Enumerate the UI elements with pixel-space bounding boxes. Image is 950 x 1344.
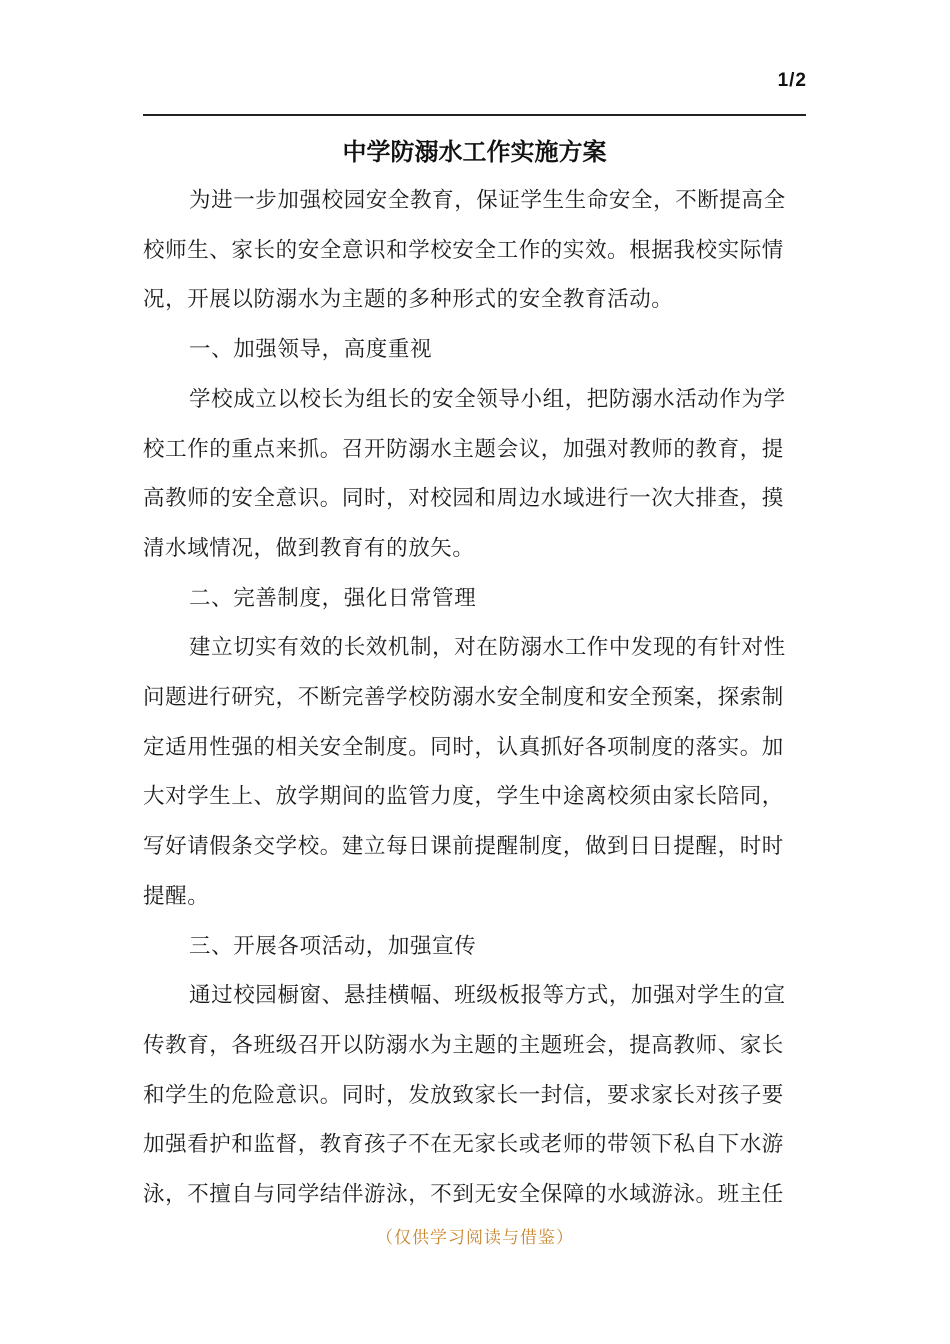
paragraph-line: 提醒。 — [143, 883, 210, 909]
paragraph-line: 校工作的重点来抓。召开防溺水主题会议，加强对教师的教育，提 — [143, 436, 784, 462]
paragraph-line: 问题进行研究，不断完善学校防溺水安全制度和安全预案，探索制 — [143, 685, 784, 711]
intro-paragraph — [143, 176, 806, 325]
paragraph-line: 况，开展以防溺水为主题的多种形式的安全教育活动。 — [143, 287, 674, 313]
paragraph-line: 泳，不擅自与同学结伴游泳，不到无安全保障的水域游泳。班主任 — [143, 1182, 784, 1208]
section-heading-2: 二、完善制度，强化日常管理 — [189, 585, 477, 611]
section-heading-1: 一、加强领导，高度重视 — [189, 337, 433, 363]
paragraph-line: 校师生、家长的安全意识和学校安全工作的实效。根据我校实际情 — [143, 237, 784, 263]
paragraph-line: 高教师的安全意识。同时，对校园和周边水域进行一次大排查，摸 — [143, 486, 784, 512]
paragraph-line: 写好请假条交学校。建立每日课前提醒制度，做到日日提醒，时时 — [143, 834, 784, 860]
section-paragraph-2 — [143, 623, 806, 921]
paragraph-line: 学校成立以校长为组长的安全领导小组，把防溺水活动作为学 — [189, 386, 786, 412]
section-paragraph-3 — [143, 971, 806, 1220]
paragraph-line: 为进一步加强校园安全教育，保证学生生命安全，不断提高全 — [189, 188, 786, 213]
paragraph-line: 通过校园橱窗、悬挂横幅、班级板报等方式，加强对学生的宣 — [189, 983, 786, 1009]
document-body — [143, 128, 806, 1220]
paragraph-line: 定适用性强的相关安全制度。同时，认真抓好各项制度的落实。加 — [143, 734, 784, 760]
document-title: 中学防溺水工作实施方案 — [342, 137, 607, 166]
paragraph-line: 清水域情况，做到教育有的放矢。 — [143, 535, 475, 561]
paragraph-line: 加强看护和监督，教育孩子不在无家长或老师的带领下私自下水游 — [143, 1132, 784, 1158]
footer-note: （仅供学习阅读与借鉴） — [376, 1228, 574, 1248]
paragraph-line: 传教育，各班级召开以防溺水为主题的主题班会，提高教师、家长 — [143, 1032, 784, 1058]
header-rule — [143, 114, 806, 116]
section-paragraph-1 — [143, 375, 806, 574]
page-number: 1/2 — [777, 70, 807, 91]
paragraph-line: 大对学生上、放学期间的监管力度，学生中途离校须由家长陪同， — [143, 784, 784, 810]
paragraph-line: 建立切实有效的长效机制，对在防溺水工作中发现的有针对性 — [189, 635, 786, 661]
section-heading-3: 三、开展各项活动，加强宣传 — [189, 933, 477, 959]
paragraph-line: 和学生的危险意识。同时，发放致家长一封信，要求家长对孩子要 — [143, 1082, 784, 1108]
